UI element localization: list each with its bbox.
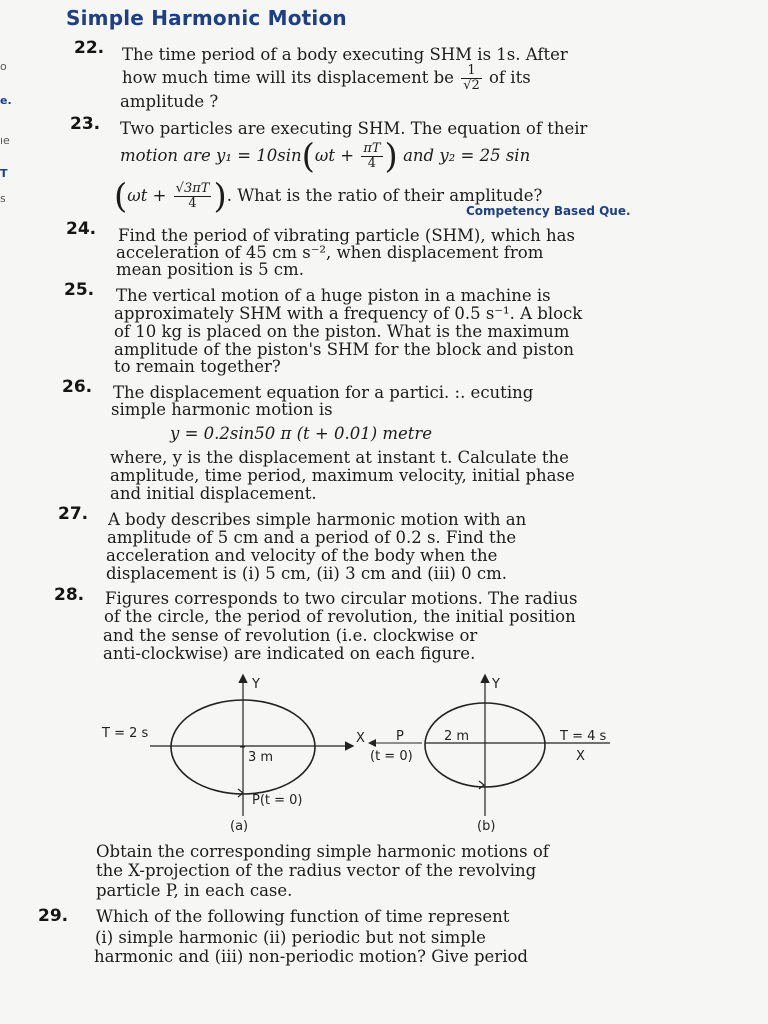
period-label: T = 4 s [560, 729, 607, 744]
denominator: 4 [367, 156, 377, 171]
initial-position-label: (t = 0) [370, 749, 413, 764]
displacement-equation: y = 0.2sin50 π (t + 0.01) metre [170, 424, 433, 443]
question-text [122, 64, 531, 93]
question-text: (i) simple harmonic (ii) periodic but not simple [95, 928, 486, 947]
question-text: particle P, in each case. [96, 881, 293, 900]
denominator: 4 [188, 196, 197, 211]
question-text: where, y is the displacement at instant t. Calculate the [110, 448, 569, 467]
question-text [120, 136, 531, 177]
question-text: Find the period of vibrating particle (SHM), which has [118, 226, 575, 245]
question-text: displacement is (i) 5 cm, (ii) 3 cm and (iii) 0 cm. [106, 564, 508, 583]
question-text: anti-clockwise) are indicated on each figure. [103, 644, 476, 663]
figure-caption: (b) [477, 819, 496, 834]
fraction [361, 142, 382, 171]
period-label: T = 2 s [102, 726, 149, 741]
question-text: The displacement equation for a partici. :. ecuting [113, 383, 534, 402]
margin-fragment: o [0, 60, 7, 73]
question-number: 29. [38, 906, 69, 926]
paren-close: ) [213, 176, 227, 217]
margin-fragment: e. [0, 94, 12, 107]
margin-fragment: s [0, 192, 6, 205]
question-text: and the sense of revolution (i.e. clockwise or [103, 626, 478, 645]
question-text: mean position is 5 cm. [116, 260, 304, 279]
question-text: amplitude of 5 cm and a period of 0.2 s. Find the [107, 528, 517, 547]
question-text: Figures corresponds to two circular motions. The radius [105, 589, 578, 608]
question-number: 27. [58, 504, 89, 524]
x-axis-label: X [576, 749, 585, 764]
paren-open: ( [301, 136, 315, 177]
question-text: approximately SHM with a frequency of 0.5 s⁻¹. A block [114, 304, 583, 323]
question-text: amplitude of the piston's SHM for the block and piston [114, 340, 575, 359]
numerator: √3πT [175, 181, 210, 196]
question-number: 23. [70, 114, 101, 134]
question-number: 25. [64, 280, 95, 300]
question-text: to remain together? [114, 357, 281, 376]
question-text: simple harmonic motion is [111, 400, 333, 419]
question-text: and initial displacement. [110, 484, 317, 503]
question-text: Which of the following function of time represent [96, 907, 510, 926]
y-axis-label: Y [252, 677, 260, 692]
question-text-part: of its [489, 68, 531, 87]
question-number: 28. [54, 585, 85, 605]
question-text: of the circle, the period of revolution, the initial position [104, 607, 576, 626]
competency-badge: Competency Based Que. [466, 204, 631, 218]
fraction [461, 64, 482, 93]
y-axis-label: Y [492, 677, 500, 692]
question-text: amplitude ? [120, 92, 219, 111]
paren-open: ( [114, 176, 128, 217]
equation-part: ωt + [127, 186, 167, 205]
question-text: of 10 kg is placed on the piston. What is the maximum [114, 322, 570, 341]
question-number: 22. [74, 38, 105, 58]
x-axis-label: X [356, 731, 365, 746]
rotation-arrow [479, 781, 484, 789]
question-text: Obtain the corresponding simple harmonic motions of [96, 842, 549, 861]
question-text: acceleration of 45 cm s⁻², when displacement from [116, 243, 544, 262]
margin-fragment: ıe [0, 134, 10, 147]
paren-close: ) [384, 136, 398, 177]
numerator: πT [363, 141, 381, 156]
radius-label: 3 m [248, 750, 274, 765]
question-number: 24. [66, 219, 97, 239]
question-text: amplitude, time period, maximum velocity, initial phase [110, 466, 575, 485]
particle-label: P [396, 729, 404, 744]
question-text-part: . What is the ratio of their amplitude? [226, 186, 543, 205]
question-text: the X-projection of the radius vector of the revolving [96, 861, 537, 880]
fraction [174, 182, 212, 211]
question-text: acceleration and velocity of the body when the [106, 546, 498, 565]
question-text: A body describes simple harmonic motion with an [108, 510, 527, 529]
margin-fragment: T [0, 167, 8, 180]
section-heading: Simple Harmonic Motion [66, 6, 347, 30]
question-number: 26. [62, 377, 93, 397]
denominator: √2 [463, 78, 480, 93]
radius-label: 2 m [444, 729, 470, 744]
question-text: harmonic and (iii) non-periodic motion? Give period [94, 947, 528, 966]
question-text-part: how much time will its displacement be [122, 68, 454, 87]
question-text: The vertical motion of a huge piston in a machine is [116, 286, 551, 305]
figure-b [370, 676, 610, 834]
equation-part: ωt + [314, 146, 355, 165]
question-text: Two particles are executing SHM. The equation of their [120, 119, 588, 138]
question-text: The time period of a body executing SHM is 1s. After [122, 45, 568, 64]
equation-part: and y₂ = 25 sin [403, 146, 531, 165]
initial-position-label: P(t = 0) [252, 793, 303, 808]
equation-part: motion are y₁ = 10sin [120, 146, 302, 165]
figure-caption: (a) [230, 819, 249, 834]
numerator: 1 [461, 64, 482, 79]
circular-motion-figures [90, 668, 650, 838]
rotation-arrow [238, 789, 243, 797]
figure-a [101, 676, 365, 834]
